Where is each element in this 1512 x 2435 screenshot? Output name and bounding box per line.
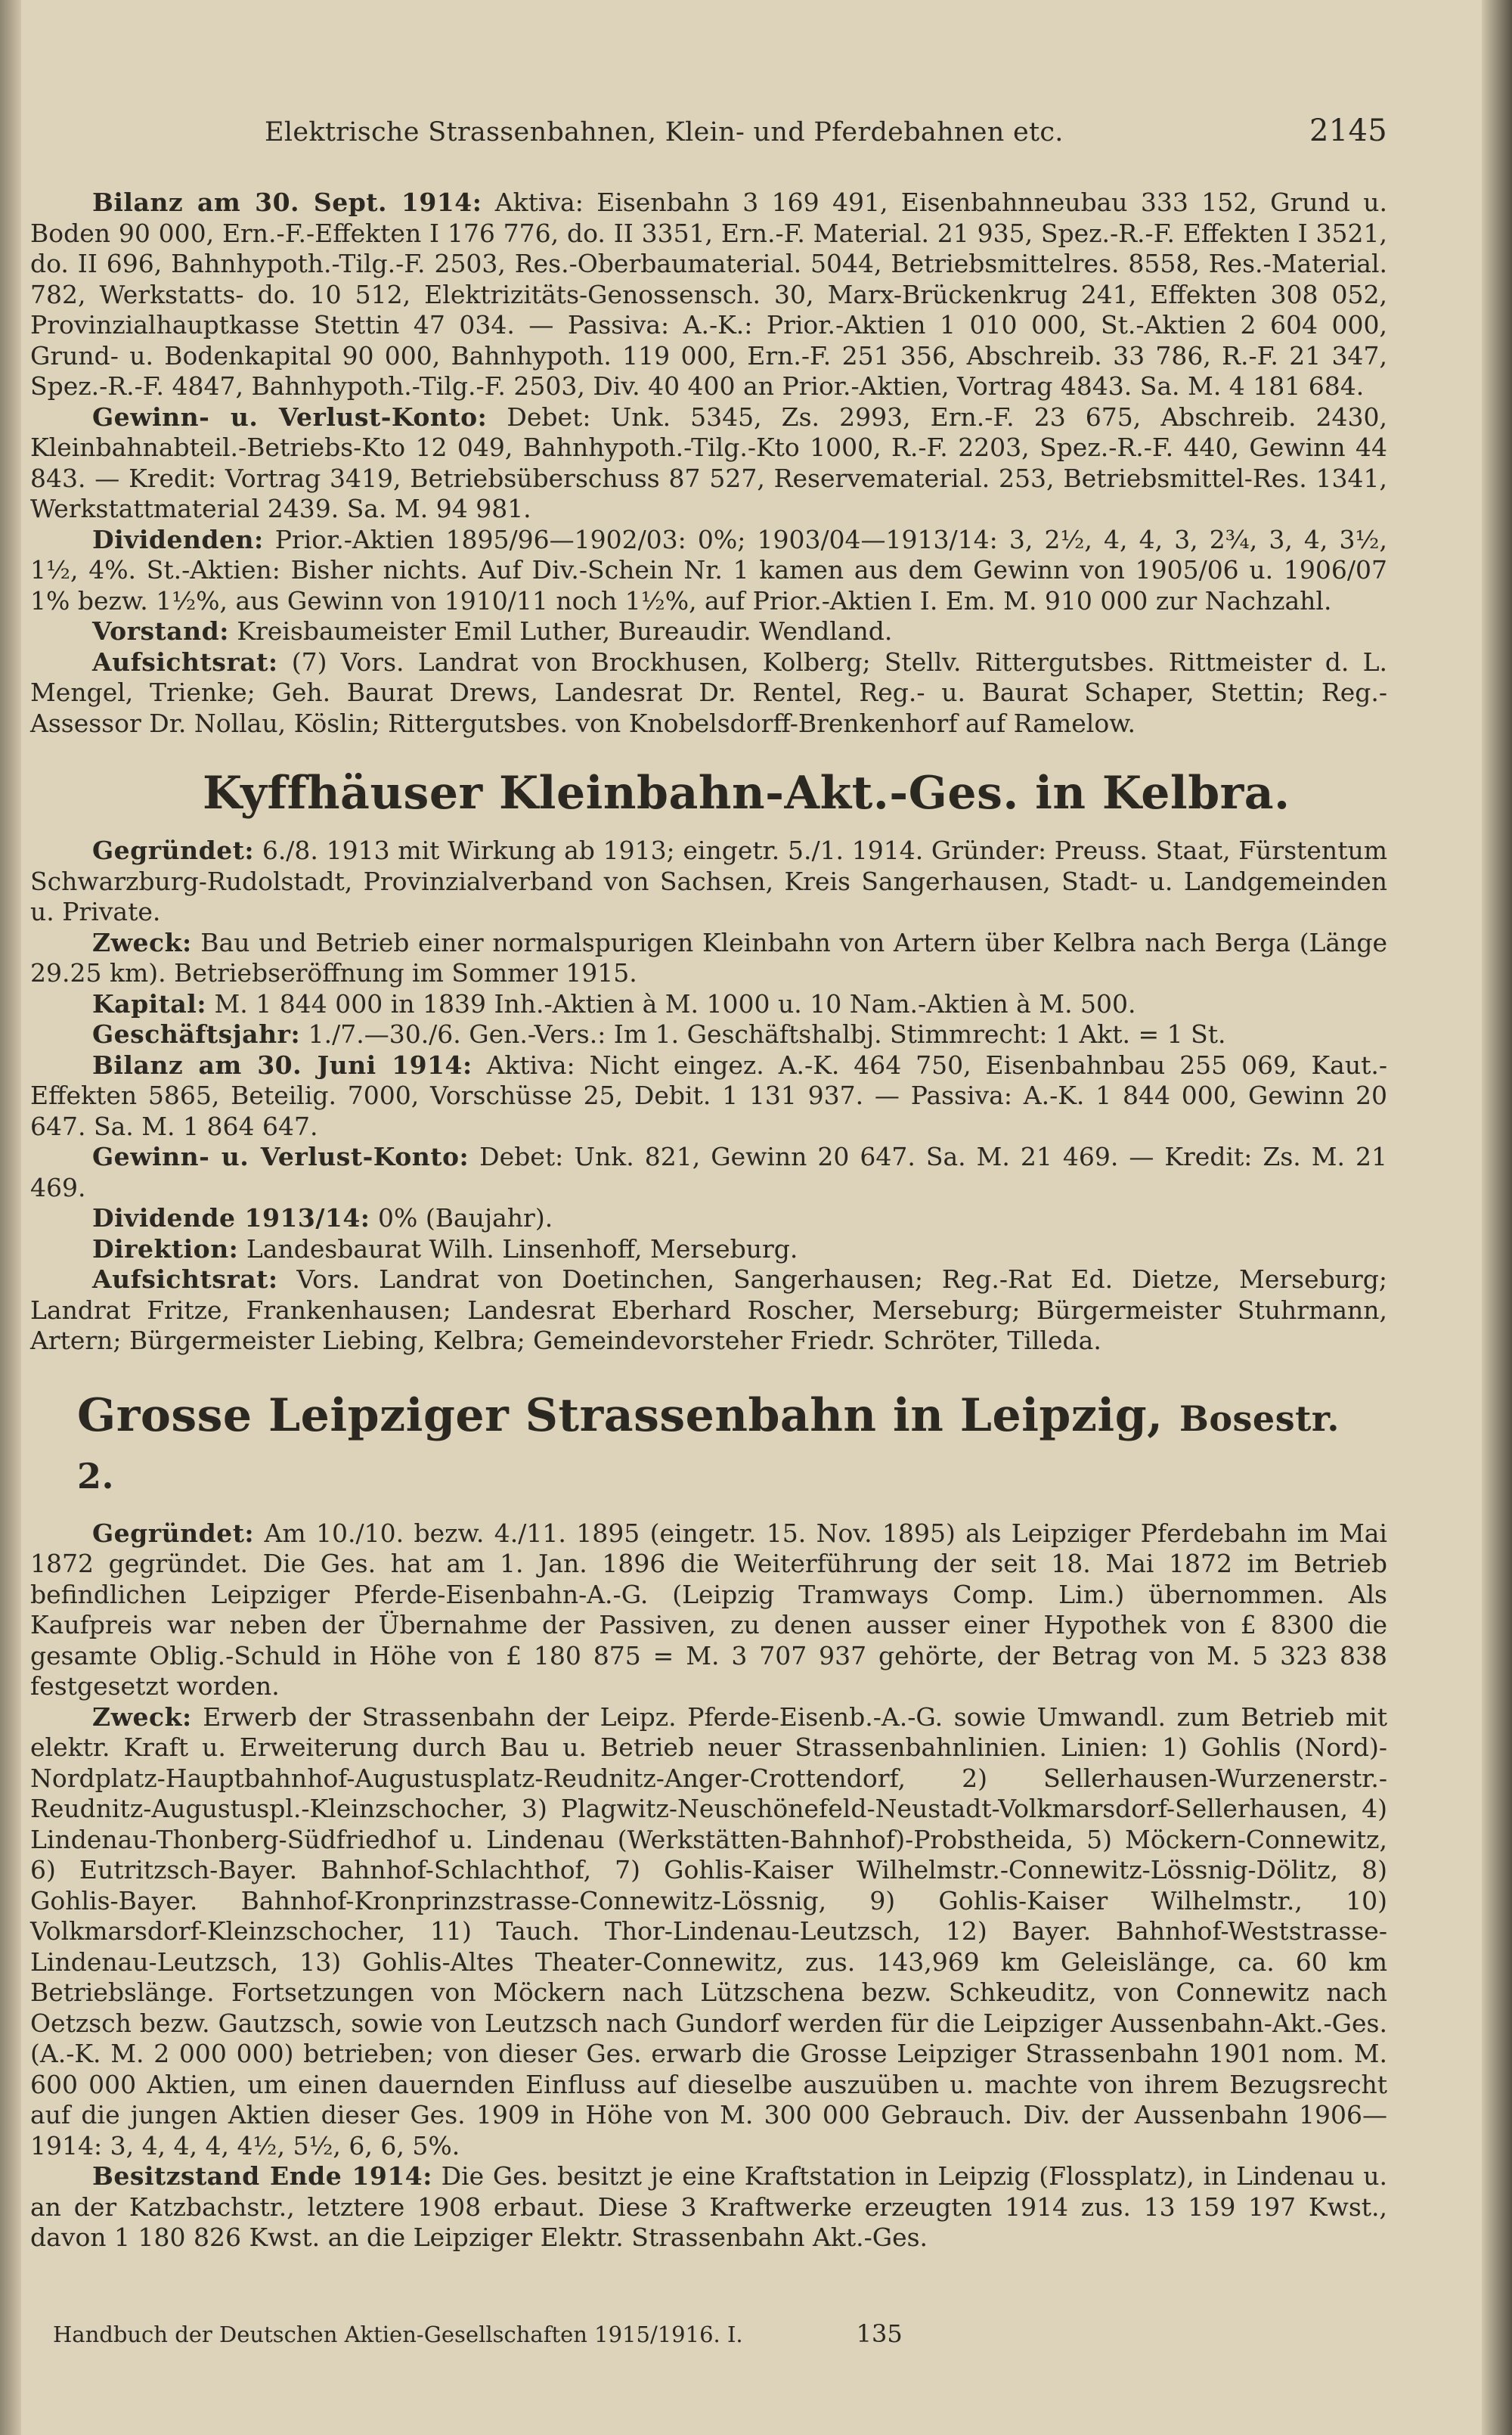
paragraph bbox=[30, 1264, 1387, 1357]
paragraph-text: Die Ges. besitzt je eine Kraftstation in Leipzig (Flossplatz), in Lindenau u. an der Katzbachstr., letztere 1908 erbaut. Diese 3 Kraftwerke erzeugten 1914 zus. 13 159 197 Kwst., davon 1 180 826 Kwst. an die Leipziger Elektr. Strassenbahn Akt.-Ges. bbox=[30, 2161, 1387, 2252]
paragraph-label: Besitzstand Ende 1914: bbox=[92, 2161, 432, 2191]
paragraph bbox=[30, 1203, 1387, 1234]
paragraph-text: Prior.-Aktien 1895/96—1902/03: 0%; 1903/04—1913/14: 3, 2½, 4, 4, 3, 2¾, 3, 4, 3½, 1½, 4%. St.-Aktien: Bisher nichts. Auf Div.-Schein Nr. 1 kamen aus dem Gewinn von 1905/06 u. 1906/07 1% bezw. 1½%, aus Gewinn von 1910/11 noch 1½%, auf Prior.-Aktien I. Em. M. 910 000 zur Nachzahl. bbox=[30, 524, 1387, 616]
paragraph bbox=[30, 1142, 1387, 1203]
footer-signature-number: 135 bbox=[856, 2319, 903, 2348]
paragraph bbox=[30, 647, 1387, 740]
paragraph-text: Landesbaurat Wilh. Linsenhoff, Merseburg. bbox=[238, 1233, 798, 1264]
running-head-title: Elektrische Strassenbahnen, Klein- und Pferdebahnen etc. bbox=[265, 117, 1064, 147]
paragraph bbox=[30, 525, 1387, 617]
company-address: Bosestr. 2. bbox=[77, 1397, 1340, 1497]
company-entry-3 bbox=[30, 1388, 1387, 2254]
paragraph bbox=[30, 928, 1387, 989]
paragraph-text: Kreisbaumeister Emil Luther, Bureaudir. Wendland. bbox=[228, 616, 893, 646]
paragraph-text: Erwerb der Strassenbahn der Leipz. Pferde-Eisenb.-A.-G. sowie Umwandl. zum Betrieb mit elektr. Kraft u. Erweiterung durch Bau u. Betrieb neuer Strassenbahnlinien. Linien: 1) Gohlis (Nord)-Nordplatz-Hauptbahnhof-Augustusplatz-Reudnitz-Anger-Crottendorf, 2) Sellerhausen-Wurzenerstr.-Reudnitz-Augustuspl.-Kleinzschocher, 3) Plagwitz-Neuschönefeld-Neustadt-Volkmarsdorf-Sellerhausen, 4) Lindenau-Thonberg-Südfriedhof u. Lindenau (Werkstätten-Bahnhof)-Probstheida, 5) Möckern-Connewitz, 6) Eutritzsch-Bayer. Bahnhof-Schlachthof, 7) Gohlis-Kaiser Wilhelmstr.-Connewitz-Lössnig-Dölitz, 8) Gohlis-Bayer. Bahnhof-Kronprinzstrasse-Connewitz-Lössnig, 9) Gohlis-Kaiser Wilhelmstr., 10) Volkmarsdorf-Kleinzschocher, 11) Tauch. Thor-Lindenau-Leutzsch, 12) Bayer. Bahnhof-Weststrasse-Lindenau-Leutzsch, 13) Gohlis-Altes Theater-Connewitz, zus. 143,969 km Geleislänge, ca. 60 km Betriebslänge. Fortsetzungen von Möckern nach Lützschena bezw. Schkeuditz, von Connewitz nach Oetzsch bezw. Gautzsch, sowie von Leutzsch nach Gundorf werden für die Leipziger Aussenbahn-Akt.-Ges. (A.-K. M. 2 000 000) betrieben; von dieser Ges. erwarb die Grosse Leipziger Strassenbahn 1901 nom. M. 600 000 Aktien, um einen dauernden Einfluss auf dieselbe auszuüben u. machte von ihrem Bezugsrecht auf die jungen Aktien dieser Ges. 1909 in Höhe von M. 300 000 Gebrauch. Div. der Aussenbahn 1906—1914: 3, 4, 4, 4, 4½, 5½, 6, 6, 5%. bbox=[30, 1701, 1387, 2160]
paragraph-label: Zweck: bbox=[92, 1701, 192, 1732]
paragraph bbox=[30, 1702, 1387, 2162]
paragraph-label: Dividenden: bbox=[92, 524, 264, 554]
paragraph bbox=[30, 1050, 1387, 1143]
body-text bbox=[30, 188, 1387, 2254]
paragraph-label: Vorstand: bbox=[92, 616, 229, 646]
paragraph-text: 0% (Baujahr). bbox=[370, 1203, 553, 1233]
paragraph-label: Gegründet: bbox=[92, 836, 255, 865]
paragraph-label: Gegründet: bbox=[92, 1518, 255, 1548]
company-name: Grosse Leipziger Strassenbahn in Leipzig, bbox=[77, 1388, 1163, 1442]
paragraph-text: Debet: Unk. 5345, Zs. 2993, Ern.-F. 23 675, Abschreib. 2430, Kleinbahnabteil.-Betriebs-Kto 12 049, Bahnhypoth.-Tilg.-Kto 1000, R.-F. 2203, Spez.-R.-F. 440, Gewinn 44 843. — Kredit: Vortrag 3419, Betriebsüberschuss 87 527, Reservematerial. 253, Betriebsmittel-Res. 1341, Werkstattmaterial 2439. Sa. M. 94 981. bbox=[30, 402, 1388, 523]
paragraph-label: Geschäftsjahr: bbox=[92, 1019, 301, 1049]
paragraph-label: Aufsichtsrat: bbox=[92, 647, 278, 677]
paragraph bbox=[30, 616, 1387, 647]
paragraph-text: (7) Vors. Landrat von Brockhusen, Kolberg; Stellv. Rittergutsbes. Rittmeister d. L. Mengel, Trienke; Geh. Baurat Drews, Landesrat Dr. Rentel, Reg.- u. Baurat Schaper, Stettin; Reg.-Assessor Dr. Nollau, Köslin; Rittergutsbes. von Knobelsdorff-Brenkenhorf auf Ramelow. bbox=[30, 647, 1387, 738]
paragraph-label: Direktion: bbox=[92, 1233, 239, 1264]
paragraph bbox=[30, 188, 1387, 402]
paragraph-text: Bau und Betrieb einer normalspurigen Kleinbahn von Artern über Kelbra nach Berga (Länge 29.25 km). Betriebseröffnung im Sommer 1915. bbox=[30, 927, 1387, 988]
paragraph bbox=[30, 1019, 1387, 1050]
paragraph-label: Kapital: bbox=[92, 988, 207, 1019]
footer bbox=[53, 2319, 1387, 2348]
paragraph bbox=[30, 836, 1387, 928]
paragraph bbox=[30, 402, 1387, 525]
paragraph bbox=[30, 1518, 1387, 1702]
page-number: 2145 bbox=[1309, 113, 1387, 148]
paragraph-label: Gewinn- u. Verlust-Konto: bbox=[92, 402, 488, 432]
paragraph-text: Vors. Landrat von Doetinchen, Sangerhausen; Reg.-Rat Ed. Dietze, Merseburg; Landrat Fritze, Frankenhausen; Landesrat Eberhard Roscher, Merseburg; Bürgermeister Stuhrmann, Artern; Bürgermeister Liebing, Kelbra; Gemeindevorsteher Friedr. Schröter, Tilleda. bbox=[30, 1264, 1387, 1355]
paragraph-text: 1./7.—30./6. Gen.-Vers.: Im 1. Geschäftshalbj. Stimmrecht: 1 Akt. = 1 St. bbox=[300, 1019, 1226, 1049]
footer-book-title: Handbuch der Deutschen Aktien-Gesellschaften 1915/1916. I. bbox=[53, 2322, 743, 2347]
running-head bbox=[265, 113, 1387, 148]
paragraph-text: M. 1 844 000 in 1839 Inh.-Aktien à M. 1000 u. 10 Nam.-Aktien à M. 500. bbox=[206, 988, 1136, 1019]
paragraph-label: Dividende 1913/14: bbox=[92, 1203, 370, 1233]
paragraph-label: Bilanz am 30. Juni 1914: bbox=[92, 1050, 472, 1080]
company-title bbox=[30, 1388, 1387, 1503]
paragraph-text: Aktiva: Nicht eingez. A.-K. 464 750, Eisenbahnbau 255 069, Kaut.-Effekten 5865, Beteilig. 7000, Vorschüsse 25, Debit. 1 131 937. — Passiva: A.-K. 1 844 000, Gewinn 20 647. Sa. M. 1 864 647. bbox=[30, 1050, 1387, 1141]
paragraph-label: Gewinn- u. Verlust-Konto: bbox=[92, 1142, 469, 1171]
company-entry-1 bbox=[30, 188, 1387, 739]
paragraph bbox=[30, 989, 1387, 1020]
paragraph bbox=[30, 2161, 1387, 2254]
paragraph-label: Zweck: bbox=[92, 927, 192, 957]
company-title: Kyffhäuser Kleinbahn-Akt.-Ges. in Kelbra. bbox=[203, 767, 1290, 820]
paragraph-text: Am 10./10. bezw. 4./11. 1895 (eingetr. 15. Nov. 1895) als Leipziger Pferdebahn im Mai 1872 gegründet. Die Ges. hat am 1. Jan. 1896 die Weiterführung der seit 18. Mai 1872 im Betrieb befindlichen Leipziger Pferde-Eisenbahn-A.-G. (Leipzig Tramways Comp. Lim.) übernommen. Als Kaufpreis war neben der Übernahme der Passiven, zu denen ausser einer Hypothek von £ 8300 die gesamte Oblig.-Schuld in Höhe von £ 180 875 = M. 3 707 937 gehörte, der Betrag von M. 5 323 838 festgesetzt worden. bbox=[30, 1518, 1387, 1701]
paragraph-text: Aktiva: Eisenbahn 3 169 491, Eisenbahnneubau 333 152, Grund u. Boden 90 000, Ern.-F.-Effekten I 176 776, do. II 3351, Ern.-F. Material. 21 935, Spez.-R.-F. Effekten I 3521, do. II 696, Bahnhypoth.-Tilg.-F. 2503, Res.-Oberbaumaterial. 5044, Betriebsmittelres. 8558, Res.-Material. 782, Werkstatts- do. 10 512, Elektrizitäts-Genossensch. 30, Marx-Brückenkrug 241, Effekten 308 052, Provinzialhauptkasse Stettin 47 034. — Passiva: A.-K.: Prior.-Aktien 1 010 000, St.-Aktien 2 604 000, Grund- u. Bodenkapital 90 000, Bahnhypoth. 119 000, Ern.-F. 251 356, Abschreib. 33 786, R.-F. 21 347, Spez.-R.-F. 4847, Bahnhypoth.-Tilg.-F. 2503, Div. 40 400 an Prior.-Aktien, Vortrag 4843. Sa. M. 4 181 684. bbox=[30, 188, 1387, 401]
paragraph-text: 6./8. 1913 mit Wirkung ab 1913; eingetr. 5./1. 1914. Gründer: Preuss. Staat, Fürstentum Schwarzburg-Rudolstadt, Provinzialverband von Sachsen, Kreis Sangerhausen, Stadt- u. Landgemeinden u. Private. bbox=[30, 836, 1387, 926]
paragraph-label: Aufsichtsrat: bbox=[92, 1264, 278, 1294]
company-entry-2 bbox=[30, 766, 1387, 1357]
paragraph bbox=[30, 1234, 1387, 1265]
paragraph-label: Bilanz am 30. Sept. 1914: bbox=[92, 188, 482, 217]
paragraph-text: Debet: Unk. 821, Gewinn 20 647. Sa. M. 21 469. — Kredit: Zs. M. 21 469. bbox=[30, 1142, 1388, 1202]
